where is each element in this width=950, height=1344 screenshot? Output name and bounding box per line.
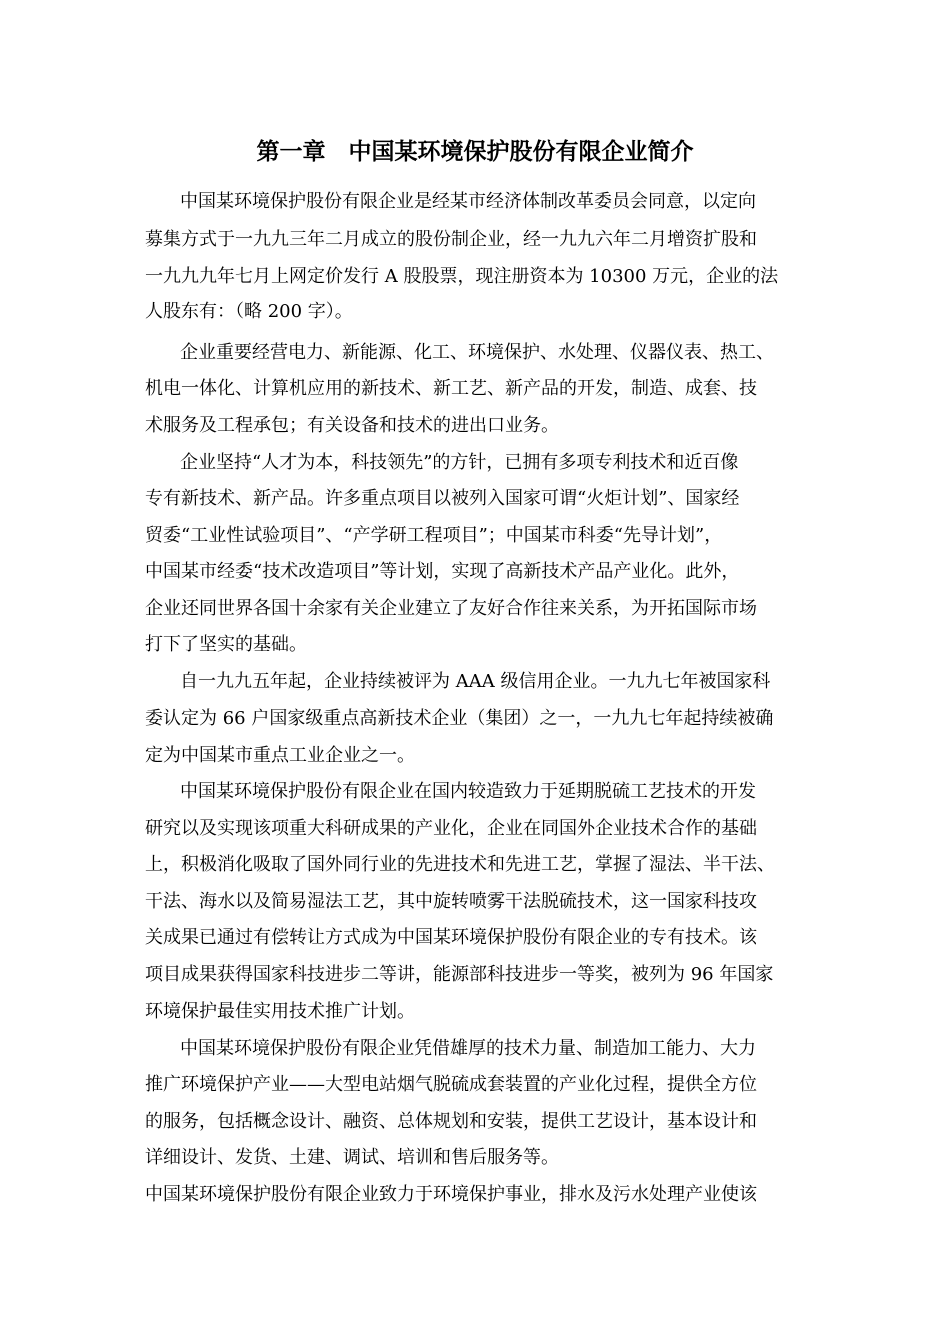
text-line: 术服务及工程承包；有关设备和技术的进出口业务。 — [145, 415, 559, 436]
text-line: 机电一体化、计算机应用的新技术、新工艺、新产品的开发，制造、成套、技 — [145, 378, 757, 399]
text-line: 中国某环境保护股份有限企业是经某市经济体制改革委员会同意，以定向 — [180, 191, 756, 212]
text-line: 专有新技术、新产品。许多重点项目以被列入国家可谓“火炬计划”、国家经 — [145, 488, 740, 509]
text-line: 贸委“工业性试验项目”、“产学研工程项目”；中国某市科委“先导计划”， — [145, 525, 723, 546]
text-line: 中国某市经委“技术改造项目”等计划，实现了高新技术产品产业化。此外， — [145, 561, 740, 582]
text-line: 上，积极消化吸取了国外同行业的先进技术和先进工艺，掌握了湿法、半干法、 — [145, 854, 775, 875]
text-line: 详细设计、发货、土建、调试、培训和售后服务等。 — [145, 1147, 559, 1168]
text-line: 关成果已通过有偿转让方式成为中国某环境保护股份有限企业的专有技术。该 — [145, 927, 757, 948]
text-line: 定为中国某市重点工业企业之一。 — [145, 745, 415, 766]
text-line: 企业还同世界各国十余家有关企业建立了友好合作往来关系，为开拓国际市场 — [145, 598, 757, 619]
text-line: 委认定为 66 户国家级重点高新技术企业（集团）之一，一九九七年起持续被确 — [145, 708, 774, 729]
text-line: 项目成果获得国家科技进步二等讲，能源部科技进步一等奖，被列为 96 年国家 — [145, 964, 774, 985]
text-line: 的服务，包括概念设计、融资、总体规划和安装，提供工艺设计，基本设计和 — [145, 1111, 757, 1132]
text-line: 推广环境保护产业——大型电站烟气脱硫成套装置的产业化过程，提供全方位 — [145, 1074, 757, 1095]
text-line: 干法、海水以及简易湿法工艺，其中旋转喷雾干法脱硫技术，这一国家科技攻 — [145, 891, 757, 912]
text-line: 一九九九年七月上网定价发行 A 股股票，现注册资本为 10300 万元，企业的法 — [145, 266, 779, 287]
text-line: 企业重要经营电力、新能源、化工、环境保护、水处理、仪器仪表、热工、 — [180, 342, 774, 363]
text-line: 环境保护最佳实用技术推广计划。 — [145, 1001, 415, 1022]
chapter-title: 第一章 中国某环境保护股份有限企业简介 — [256, 139, 694, 165]
text-line: 中国某环境保护股份有限企业在国内较造致力于延期脱硫工艺技术的开发 — [180, 781, 756, 802]
text-line: 募集方式于一九九三年二月成立的股份制企业，经一九九六年二月增资扩股和 — [145, 229, 757, 250]
text-line: 人股东有：（略 200 字）。 — [145, 301, 353, 322]
text-line: 中国某环境保护股份有限企业致力于环境保护事业，排水及污水处理产业使该 — [145, 1184, 757, 1205]
text-line: 打下了坚实的基础。 — [145, 634, 307, 655]
text-line: 中国某环境保护股份有限企业凭借雄厚的技术力量、制造加工能力、大力 — [180, 1038, 756, 1059]
text-line: 企业坚持“人才为本，科技领先”的方针，已拥有多项专利技术和近百像 — [180, 452, 739, 473]
text-line: 自一九九五年起，企业持续被评为 AAA 级信用企业。一九九七年被国家科 — [180, 671, 771, 692]
text-line: 研究以及实现该项重大科研成果的产业化，企业在同国外企业技术合作的基础 — [145, 818, 757, 839]
